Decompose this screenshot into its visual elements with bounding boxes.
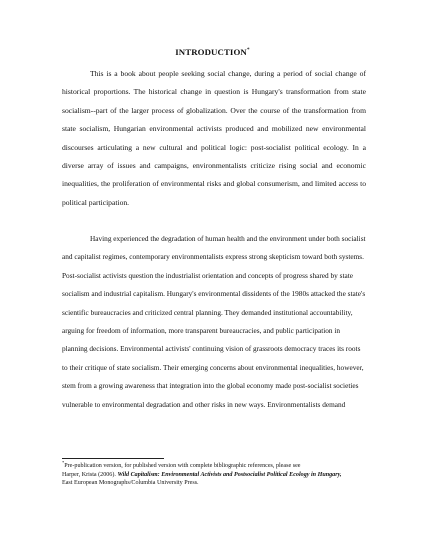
- title-footnote-mark: *: [246, 47, 250, 54]
- footnote-line-1: Pre-publication version, for published version with complete bibliographic references, please see: [64, 463, 301, 469]
- title-text: INTRODUCTION: [175, 47, 247, 57]
- paragraph-1: This is a book about people seeking social change, during a period of social change of historical proportions. The historical change in question is Hungary's transformation from state socialism--part of the larger process of globalization. Over the course of the transformation from state socialism, Hungarian environmental activists produced and mobilized new environmental discourses articulating a new cultural and political logic: post-socialist political ecology. In a diverse array of issues and campaigns, environmentalists criticize rising social and economic inequalities, the proliferation of environmental risks and global consumerism, and limited access to political participation.: [62, 69, 366, 207]
- footnote-mark: *: [62, 459, 65, 465]
- page-title: [0, 47, 425, 57]
- footnote-book-title: Wild Capitalism: Environmental Activists and Postsocialist Political Ecology in Hungary,: [117, 471, 342, 478]
- footnote-author-year: Harper, Krista (2006).: [62, 471, 116, 478]
- paragraph-2: Having experienced the degradation of human health and the environment under both socialist and capitalist regimes, contemporary environmentalists express strong skepticism toward both systems. Post-socialist activists question the industrialist orientation and concepts of progress shared by state socialism and industrial capitalism. Hungary's environmental dissidents of the 1980s attacked the state's scientific bureaucracies and criticized central planning. They demanded institutional accountability, arguing for freedom of information, more transparent bureaucracies, and public participation in planning decisions. Environmental activists' continuing vision of grassroots democracy traces its roots to their critique of state socialism. Their emerging concerns about environmental inequalities, however, stem from a growing awareness that integration into the global economy made post-socialist societies vulnerable to environmental degradation and other risks in new ways. Environmentalists demand: [62, 234, 366, 409]
- footnote-divider: [62, 458, 164, 459]
- footnote: [62, 459, 368, 488]
- footnote-publisher: East European Monographs/Columbia University Press.: [62, 480, 199, 487]
